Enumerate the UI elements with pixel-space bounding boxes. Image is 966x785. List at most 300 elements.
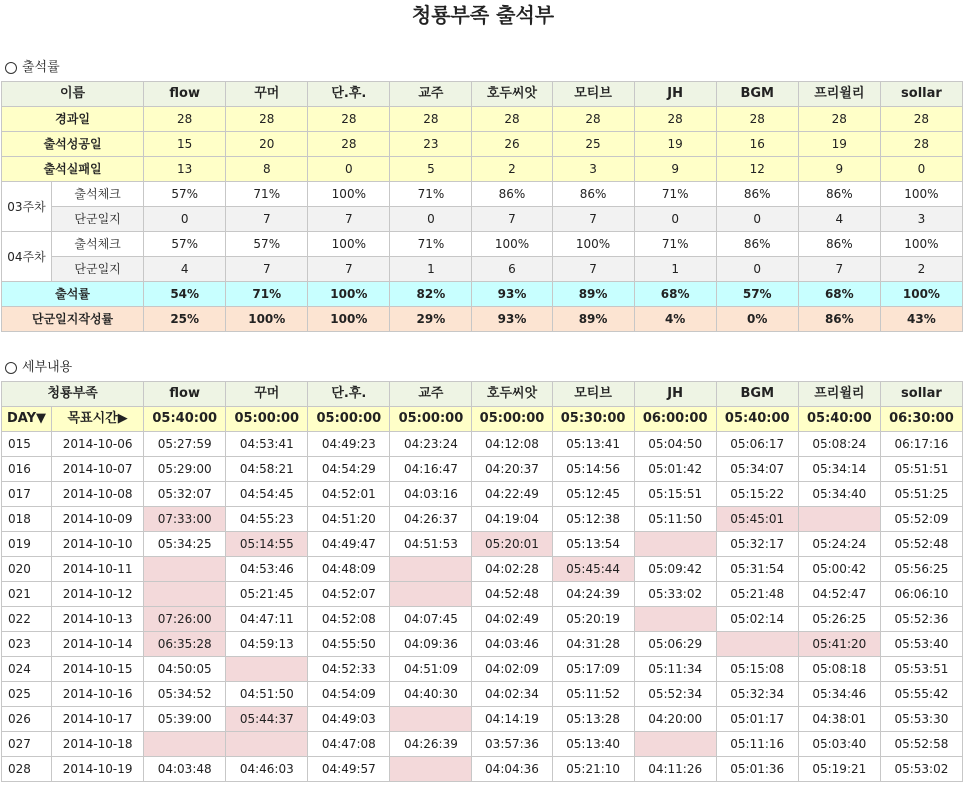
time-cell: 04:52:07 (308, 582, 390, 607)
time-cell: 05:14:56 (552, 457, 634, 482)
time-cell: 05:19:21 (798, 757, 880, 782)
value-cell: 82% (390, 282, 472, 307)
value-cell: 57% (226, 232, 308, 257)
value-cell: 28 (226, 107, 308, 132)
time-cell: 04:11:26 (634, 757, 716, 782)
value-cell: 0 (716, 257, 798, 282)
member-name: 교주 (390, 382, 472, 407)
row-label: 출석률 (2, 282, 144, 307)
value-cell: 1 (390, 257, 472, 282)
value-cell: 100% (308, 182, 390, 207)
time-cell: 06:06:10 (880, 582, 962, 607)
time-cell: 05:53:40 (880, 632, 962, 657)
value-cell: 0% (716, 307, 798, 332)
value-cell: 7 (308, 257, 390, 282)
time-cell: 06:17:16 (880, 432, 962, 457)
value-cell: 19 (798, 132, 880, 157)
time-cell: 04:03:16 (390, 482, 472, 507)
target-time: 05:40:00 (144, 407, 226, 432)
time-cell: 05:11:52 (552, 682, 634, 707)
value-cell: 28 (716, 107, 798, 132)
value-cell: 100% (308, 232, 390, 257)
time-cell: 04:02:49 (472, 607, 552, 632)
value-cell: 7 (308, 207, 390, 232)
value-cell: 100% (880, 282, 962, 307)
value-cell: 5 (390, 157, 472, 182)
name-header: 이름 (2, 82, 144, 107)
time-cell: 04:24:39 (552, 582, 634, 607)
value-cell: 2 (880, 257, 962, 282)
time-cell: 04:49:03 (308, 707, 390, 732)
target-time: 06:30:00 (880, 407, 962, 432)
time-cell: 05:21:45 (226, 582, 308, 607)
table-row (2, 532, 963, 557)
time-cell: 04:55:23 (226, 507, 308, 532)
table-row (2, 582, 963, 607)
date-cell: 2014-10-14 (52, 632, 144, 657)
week-label: 04주차 (2, 232, 52, 282)
date-cell: 2014-10-16 (52, 682, 144, 707)
value-cell: 23 (390, 132, 472, 157)
time-cell: 04:49:23 (308, 432, 390, 457)
day-number: 024 (2, 657, 52, 682)
time-cell: 04:49:47 (308, 532, 390, 557)
target-time: 05:00:00 (390, 407, 472, 432)
member-name: flow (144, 82, 226, 107)
table-row (2, 482, 963, 507)
time-cell: 05:06:17 (716, 432, 798, 457)
summary-header-row (2, 82, 963, 107)
value-cell: 7 (552, 257, 634, 282)
time-cell (390, 707, 472, 732)
page-title: 청룡부족 출석부 (411, 3, 555, 27)
value-cell: 4 (144, 257, 226, 282)
value-cell: 100% (226, 307, 308, 332)
time-cell: 05:41:20 (798, 632, 880, 657)
time-cell: 04:16:47 (390, 457, 472, 482)
date-cell: 2014-10-18 (52, 732, 144, 757)
time-cell: 05:12:45 (552, 482, 634, 507)
time-cell (144, 557, 226, 582)
time-cell: 04:02:34 (472, 682, 552, 707)
time-cell: 05:15:51 (634, 482, 716, 507)
section-label: 세부내용 (22, 360, 73, 375)
time-cell: 04:53:46 (226, 557, 308, 582)
time-cell: 05:11:50 (634, 507, 716, 532)
day-number: 028 (2, 757, 52, 782)
value-cell: 7 (552, 207, 634, 232)
table-row (2, 682, 963, 707)
member-name: 교주 (390, 82, 472, 107)
summary-row-success (2, 132, 963, 157)
value-cell: 71% (634, 182, 716, 207)
table-row (2, 707, 963, 732)
time-cell: 05:52:36 (880, 607, 962, 632)
time-cell: 05:52:58 (880, 732, 962, 757)
day-number: 019 (2, 532, 52, 557)
time-cell (634, 532, 716, 557)
time-cell: 05:12:38 (552, 507, 634, 532)
time-cell: 04:20:37 (472, 457, 552, 482)
time-cell: 04:50:05 (144, 657, 226, 682)
value-cell: 89% (552, 282, 634, 307)
target-time: 05:00:00 (472, 407, 552, 432)
target-time: 05:00:00 (308, 407, 390, 432)
row-label: 경과일 (2, 107, 144, 132)
time-cell: 05:21:10 (552, 757, 634, 782)
value-cell: 86% (716, 182, 798, 207)
value-cell: 28 (798, 107, 880, 132)
time-cell: 05:33:02 (634, 582, 716, 607)
value-cell: 43% (880, 307, 962, 332)
value-cell: 93% (472, 282, 552, 307)
time-cell: 04:54:29 (308, 457, 390, 482)
week-check-row (2, 182, 963, 207)
value-cell: 7 (798, 257, 880, 282)
value-cell: 19 (634, 132, 716, 157)
section-attendance-rate (5, 59, 60, 77)
target-time-label: 목표시간▶ (52, 407, 144, 432)
time-cell: 05:34:46 (798, 682, 880, 707)
value-cell: 4 (798, 207, 880, 232)
date-cell: 2014-10-12 (52, 582, 144, 607)
time-cell: 04:40:30 (390, 682, 472, 707)
time-cell: 04:51:50 (226, 682, 308, 707)
section-details (5, 359, 72, 377)
detail-header-row (2, 382, 963, 407)
time-cell: 05:27:59 (144, 432, 226, 457)
value-cell: 86% (716, 232, 798, 257)
summary-row-elapsed (2, 107, 963, 132)
time-cell (390, 757, 472, 782)
value-cell: 26 (472, 132, 552, 157)
time-cell: 05:13:28 (552, 707, 634, 732)
value-cell: 6 (472, 257, 552, 282)
time-cell: 05:26:25 (798, 607, 880, 632)
attendance-summary-table (1, 81, 963, 332)
time-cell: 04:02:09 (472, 657, 552, 682)
time-cell: 05:34:07 (716, 457, 798, 482)
time-cell: 04:52:48 (472, 582, 552, 607)
value-cell: 16 (716, 132, 798, 157)
time-cell: 05:29:00 (144, 457, 226, 482)
value-cell: 93% (472, 307, 552, 332)
time-cell: 04:55:50 (308, 632, 390, 657)
day-number: 021 (2, 582, 52, 607)
time-cell: 05:01:42 (634, 457, 716, 482)
value-cell: 9 (634, 157, 716, 182)
value-cell: 86% (798, 307, 880, 332)
time-cell: 05:44:37 (226, 707, 308, 732)
table-row (2, 657, 963, 682)
value-cell: 0 (144, 207, 226, 232)
time-cell: 03:57:36 (472, 732, 552, 757)
value-cell: 57% (144, 232, 226, 257)
value-cell: 68% (798, 282, 880, 307)
row-label: 출석실패일 (2, 157, 144, 182)
time-cell: 04:23:24 (390, 432, 472, 457)
date-cell: 2014-10-07 (52, 457, 144, 482)
member-name: 단.후. (308, 382, 390, 407)
time-cell: 05:53:02 (880, 757, 962, 782)
value-cell: 86% (798, 182, 880, 207)
time-cell: 04:51:20 (308, 507, 390, 532)
time-cell: 05:32:17 (716, 532, 798, 557)
time-cell: 04:14:19 (472, 707, 552, 732)
day-sort-button[interactable]: DAY▼ (2, 407, 52, 432)
time-cell: 05:04:50 (634, 432, 716, 457)
time-cell: 05:01:17 (716, 707, 798, 732)
day-number: 026 (2, 707, 52, 732)
time-cell: 05:01:36 (716, 757, 798, 782)
value-cell: 100% (308, 282, 390, 307)
value-cell: 3 (880, 207, 962, 232)
time-cell: 04:59:13 (226, 632, 308, 657)
attendance-detail-table (1, 381, 963, 782)
value-cell: 25% (144, 307, 226, 332)
table-row (2, 507, 963, 532)
value-cell: 28 (390, 107, 472, 132)
time-cell: 05:34:25 (144, 532, 226, 557)
value-cell: 28 (472, 107, 552, 132)
time-cell: 05:55:42 (880, 682, 962, 707)
week-label: 03주차 (2, 182, 52, 232)
time-cell: 05:34:52 (144, 682, 226, 707)
day-number: 016 (2, 457, 52, 482)
time-cell: 05:39:00 (144, 707, 226, 732)
target-time: 05:40:00 (716, 407, 798, 432)
time-cell: 05:08:24 (798, 432, 880, 457)
time-cell (226, 732, 308, 757)
date-cell: 2014-10-17 (52, 707, 144, 732)
time-cell: 04:12:08 (472, 432, 552, 457)
day-number: 023 (2, 632, 52, 657)
time-cell: 07:33:00 (144, 507, 226, 532)
time-cell: 04:22:49 (472, 482, 552, 507)
member-name: 프리윌리 (798, 382, 880, 407)
time-cell: 05:13:40 (552, 732, 634, 757)
time-cell: 05:13:54 (552, 532, 634, 557)
time-cell: 05:51:51 (880, 457, 962, 482)
time-cell: 04:19:04 (472, 507, 552, 532)
time-cell: 05:56:25 (880, 557, 962, 582)
time-cell: 05:53:51 (880, 657, 962, 682)
time-cell: 07:26:00 (144, 607, 226, 632)
time-cell: 04:51:09 (390, 657, 472, 682)
time-cell: 05:51:25 (880, 482, 962, 507)
value-cell: 28 (308, 132, 390, 157)
table-row (2, 632, 963, 657)
value-cell: 28 (634, 107, 716, 132)
time-cell: 05:24:24 (798, 532, 880, 557)
time-cell (634, 732, 716, 757)
time-cell: 04:26:37 (390, 507, 472, 532)
time-cell: 05:13:41 (552, 432, 634, 457)
week-check-row (2, 232, 963, 257)
circle-icon (5, 362, 17, 374)
value-cell: 0 (308, 157, 390, 182)
summary-row-fail (2, 157, 963, 182)
date-cell: 2014-10-08 (52, 482, 144, 507)
time-cell: 05:20:19 (552, 607, 634, 632)
row-label: 단군일지 (52, 207, 144, 232)
row-label: 단군일지 (52, 257, 144, 282)
time-cell (226, 657, 308, 682)
time-cell (390, 582, 472, 607)
value-cell: 86% (552, 182, 634, 207)
time-cell: 04:52:01 (308, 482, 390, 507)
value-cell: 29% (390, 307, 472, 332)
value-cell: 68% (634, 282, 716, 307)
time-cell: 04:52:33 (308, 657, 390, 682)
value-cell: 86% (472, 182, 552, 207)
table-row (2, 557, 963, 582)
time-cell: 05:32:07 (144, 482, 226, 507)
member-name: flow (144, 382, 226, 407)
value-cell: 28 (552, 107, 634, 132)
value-cell: 15 (144, 132, 226, 157)
time-cell: 04:09:36 (390, 632, 472, 657)
time-cell: 04:47:08 (308, 732, 390, 757)
value-cell: 1 (634, 257, 716, 282)
day-number: 022 (2, 607, 52, 632)
summary-row-rate (2, 282, 963, 307)
time-cell: 04:02:28 (472, 557, 552, 582)
date-cell: 2014-10-13 (52, 607, 144, 632)
time-cell: 05:45:01 (716, 507, 798, 532)
time-cell: 05:52:48 (880, 532, 962, 557)
value-cell: 89% (552, 307, 634, 332)
time-cell: 04:51:53 (390, 532, 472, 557)
time-cell: 05:09:42 (634, 557, 716, 582)
member-name: JH (634, 382, 716, 407)
row-label: 단군일지작성률 (2, 307, 144, 332)
summary-row-diary_rate (2, 307, 963, 332)
time-cell (634, 607, 716, 632)
time-cell: 05:00:42 (798, 557, 880, 582)
time-cell: 04:46:03 (226, 757, 308, 782)
target-time-row (2, 407, 963, 432)
table-row (2, 457, 963, 482)
date-cell: 2014-10-09 (52, 507, 144, 532)
day-number: 025 (2, 682, 52, 707)
value-cell: 8 (226, 157, 308, 182)
member-name: 호두씨앗 (472, 382, 552, 407)
date-cell: 2014-10-10 (52, 532, 144, 557)
row-label: 출석체크 (52, 232, 144, 257)
target-time: 05:00:00 (226, 407, 308, 432)
member-name: BGM (716, 82, 798, 107)
value-cell: 100% (472, 232, 552, 257)
day-number: 017 (2, 482, 52, 507)
time-cell: 05:08:18 (798, 657, 880, 682)
time-cell: 04:52:47 (798, 582, 880, 607)
time-cell: 04:20:00 (634, 707, 716, 732)
value-cell: 28 (880, 132, 962, 157)
member-name: 모티브 (552, 382, 634, 407)
day-number: 018 (2, 507, 52, 532)
date-cell: 2014-10-06 (52, 432, 144, 457)
member-name: BGM (716, 382, 798, 407)
time-cell: 05:21:48 (716, 582, 798, 607)
time-cell: 04:58:21 (226, 457, 308, 482)
time-cell: 04:03:46 (472, 632, 552, 657)
row-label: 출석성공일 (2, 132, 144, 157)
value-cell: 71% (390, 232, 472, 257)
time-cell: 05:11:16 (716, 732, 798, 757)
time-cell: 05:11:34 (634, 657, 716, 682)
time-cell: 05:15:08 (716, 657, 798, 682)
time-cell: 06:35:28 (144, 632, 226, 657)
date-cell: 2014-10-19 (52, 757, 144, 782)
member-name: sollar (880, 82, 962, 107)
tribe-header: 청룡부족 (2, 382, 144, 407)
time-cell: 05:31:54 (716, 557, 798, 582)
value-cell: 0 (390, 207, 472, 232)
member-name: 모티브 (552, 82, 634, 107)
value-cell: 71% (226, 182, 308, 207)
time-cell: 05:06:29 (634, 632, 716, 657)
value-cell: 0 (880, 157, 962, 182)
week-diary-row (2, 257, 963, 282)
time-cell: 05:52:34 (634, 682, 716, 707)
time-cell: 04:03:48 (144, 757, 226, 782)
time-cell (390, 557, 472, 582)
value-cell: 2 (472, 157, 552, 182)
value-cell: 57% (716, 282, 798, 307)
time-cell: 04:54:45 (226, 482, 308, 507)
value-cell: 100% (552, 232, 634, 257)
value-cell: 28 (880, 107, 962, 132)
value-cell: 9 (798, 157, 880, 182)
value-cell: 7 (226, 207, 308, 232)
time-cell: 04:52:08 (308, 607, 390, 632)
time-cell (798, 507, 880, 532)
value-cell: 28 (308, 107, 390, 132)
value-cell: 71% (226, 282, 308, 307)
row-label: 출석체크 (52, 182, 144, 207)
value-cell: 0 (634, 207, 716, 232)
value-cell: 7 (472, 207, 552, 232)
value-cell: 100% (880, 232, 962, 257)
time-cell: 05:34:14 (798, 457, 880, 482)
member-name: 호두씨앗 (472, 82, 552, 107)
value-cell: 13 (144, 157, 226, 182)
table-row (2, 757, 963, 782)
value-cell: 25 (552, 132, 634, 157)
time-cell (144, 582, 226, 607)
value-cell: 100% (308, 307, 390, 332)
value-cell: 28 (144, 107, 226, 132)
time-cell (716, 632, 798, 657)
value-cell: 100% (880, 182, 962, 207)
member-name: 꾸머 (226, 382, 308, 407)
table-row (2, 607, 963, 632)
week-diary-row (2, 207, 963, 232)
time-cell: 05:45:44 (552, 557, 634, 582)
time-cell: 04:53:41 (226, 432, 308, 457)
member-name: sollar (880, 382, 962, 407)
time-cell: 05:02:14 (716, 607, 798, 632)
day-number: 027 (2, 732, 52, 757)
value-cell: 4% (634, 307, 716, 332)
value-cell: 54% (144, 282, 226, 307)
time-cell: 04:04:36 (472, 757, 552, 782)
value-cell: 86% (798, 232, 880, 257)
member-name: 프리윌리 (798, 82, 880, 107)
value-cell: 3 (552, 157, 634, 182)
time-cell (144, 732, 226, 757)
